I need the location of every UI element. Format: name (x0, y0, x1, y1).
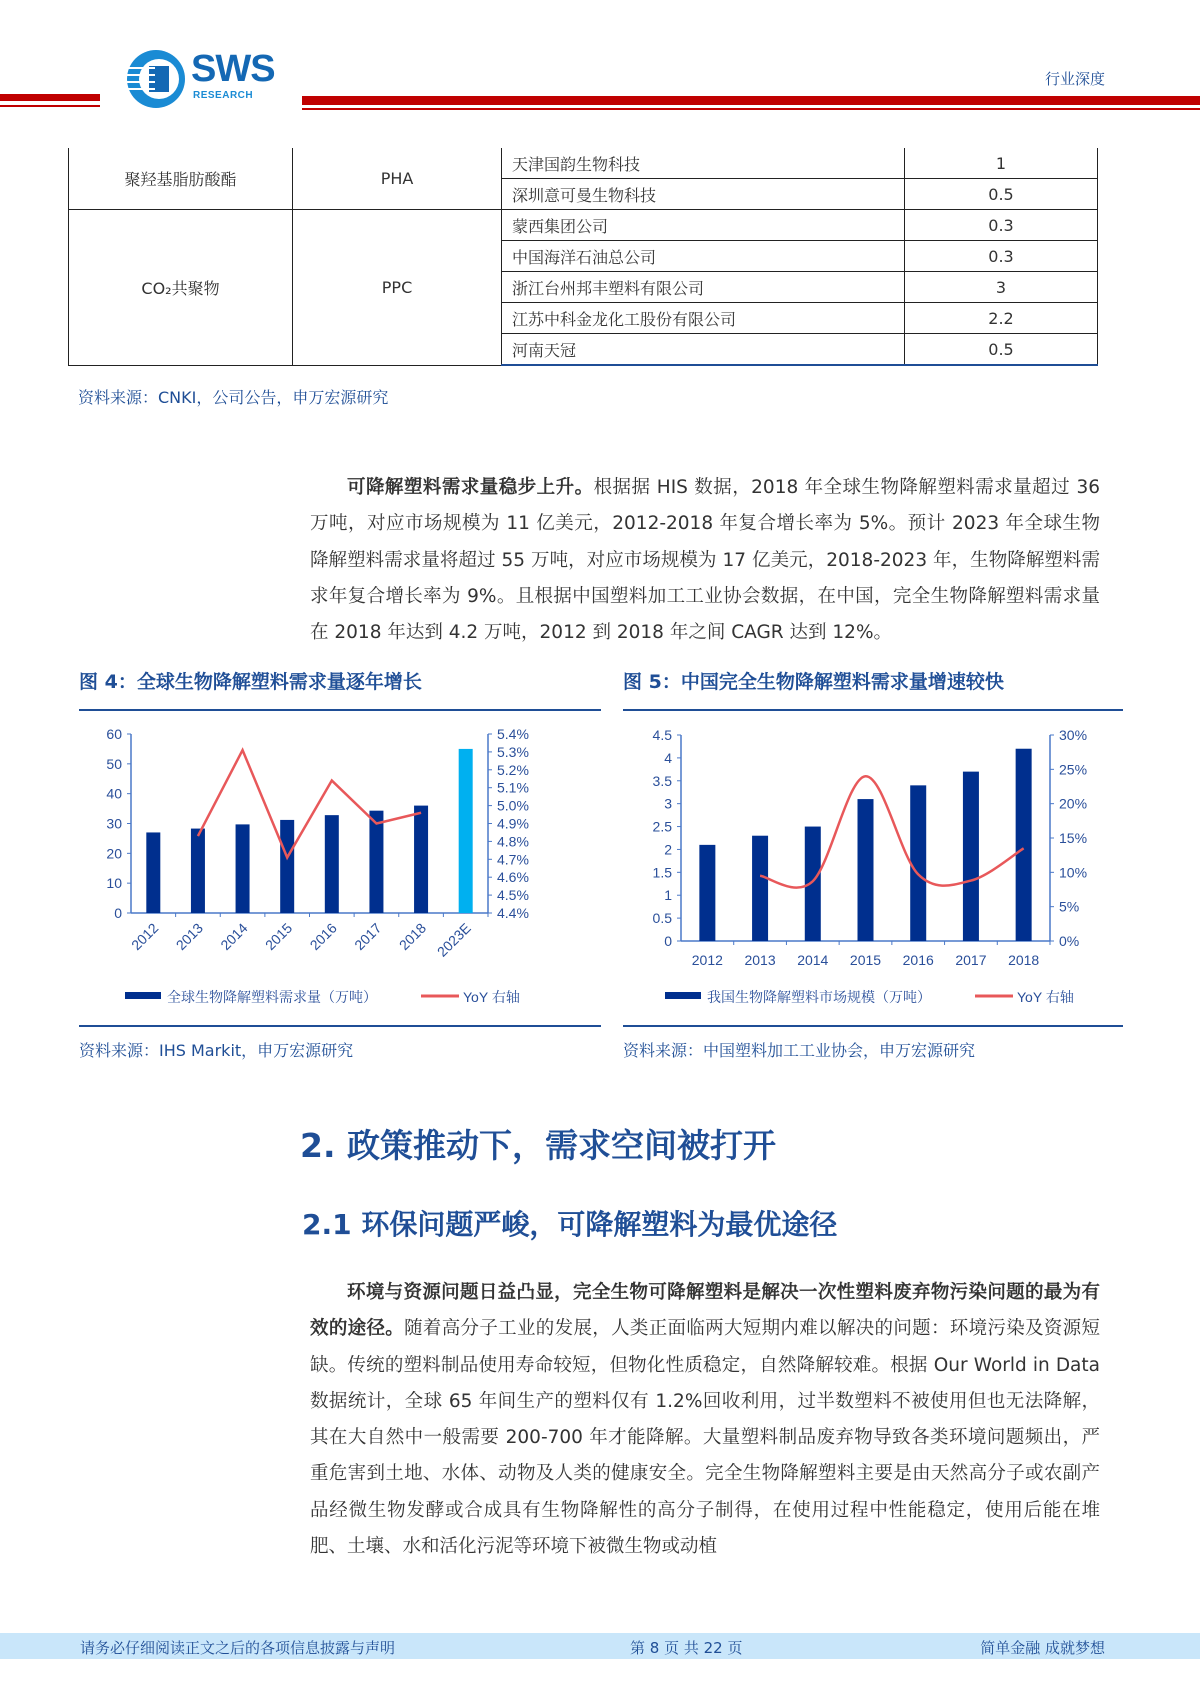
capacity-cell: 1 (905, 148, 1098, 179)
y2-tick-label: 25% (1059, 761, 1088, 778)
y2-tick-label: 15% (1059, 830, 1088, 846)
figure-4-bottom-rule (79, 1025, 601, 1027)
x-tick-label: 2013 (172, 919, 207, 954)
y2-tick-label: 4.8% (497, 833, 529, 850)
y2-tick-label: 10% (1059, 864, 1088, 881)
paragraph-body: 根据据 HIS 数据，2018 年全球生物降解塑料需求量超过 36 万吨，对应市场规模为 11 亿美元，2012-2018 年复合增长率为 5%。预计 2023 年全球生物降解塑料需求量将超过 55 万吨，对应市场规模为 17 亿美元，2018-2023 年，生物降解塑料需求年复合增长率为 9%。且根据中国塑料加工工业协会数据，在中国，完全生物降解塑料需求量在 2018 年达到 4.2 万吨，2012 到 2018 年之间 CAGR 达到 12%。 (310, 477, 1100, 644)
x-tick-label: 2017 (955, 952, 987, 968)
document-type: 行业深度 (1044, 70, 1105, 88)
y-tick-label: 40 (106, 785, 122, 802)
category-cell: 聚羟基脂肪酸酯 (69, 148, 293, 210)
legend-bar-swatch (665, 992, 701, 999)
y-tick-label: 2 (664, 841, 672, 858)
legend-line-label: YoY 右轴 (1017, 989, 1074, 1005)
footer-slogan: 简单金融 成就梦想 (980, 1639, 1105, 1657)
figure-4-source: 资料来源：IHS Markit，申万宏源研究 (79, 1041, 354, 1060)
bar (805, 827, 821, 941)
paragraph-lead: 可降解塑料需求量稳步上升。 (347, 477, 594, 498)
yoy-line (760, 776, 1024, 887)
y-tick-label: 3 (664, 795, 672, 812)
page-number: 第 8 页 共 22 页 (630, 1639, 743, 1657)
bar (910, 785, 926, 941)
legend-line-label: YoY 右轴 (463, 989, 520, 1005)
y2-tick-label: 4.6% (497, 869, 529, 886)
x-tick-label: 2014 (797, 952, 829, 968)
y2-tick-label: 4.7% (497, 851, 529, 868)
footer-disclaimer: 请务必仔细阅读正文之后的各项信息披露与声明 (80, 1639, 396, 1657)
y2-tick-label: 5.0% (497, 797, 529, 814)
y2-tick-label: 5.2% (497, 761, 529, 778)
section-heading: 2. 政策推动下，需求空间被打开 (300, 1126, 776, 1165)
x-tick-label: 2018 (1008, 952, 1040, 968)
x-tick-label: 2014 (217, 919, 251, 954)
page-footer (0, 1633, 1200, 1659)
paragraph-body: 随着高分子工业的发展，人类正面临两大短期内难以解决的问题：环境污染及资源短缺。传统的塑料制品使用寿命较短，但物化性质稳定，自然降解较难。根据 Our World in Data 数据统计，全球 65 年间生产的塑料仅有 1.2%回收利用，过半数塑料不被使用但也无法降解，其在大自然中一般需要 200-700 年才能降解。大量塑料制品废弃物导致各类环境问题频出，严重危害到土地、水体、动物及人类的健康安全。完全生物降解塑料主要是由天然高分子或农副产品经微生物发酵或合成具有生物降解性的高分子制得，在使用过程中性能稳定，使用后能在堆肥、土壤、水和活化污泥等环境下被微生物或动植 (310, 1318, 1100, 1558)
figure-5-title: 图 5：中国完全生物降解塑料需求量增速较快 (623, 671, 1004, 693)
bar (1016, 749, 1032, 941)
y-tick-label: 1 (664, 887, 672, 904)
bar (699, 845, 715, 941)
y-tick-label: 0 (664, 933, 672, 949)
y-tick-label: 1.5 (652, 864, 672, 881)
x-tick-label: 2012 (691, 952, 723, 968)
x-tick-label: 2018 (395, 919, 430, 954)
x-tick-label: 2016 (306, 919, 340, 954)
abbr-cell: PHA (293, 148, 502, 210)
x-tick-label: 2015 (849, 952, 882, 968)
x-tick-label: 2013 (744, 952, 776, 968)
figure-5-source: 资料来源：中国塑料加工工业协会，申万宏源研究 (623, 1041, 976, 1060)
capacity-cell: 0.3 (905, 241, 1098, 272)
x-tick-label: 2017 (351, 919, 385, 954)
y2-tick-label: 0% (1059, 933, 1080, 949)
category-cell: CO₂共聚物 (69, 210, 293, 366)
subsection-heading: 2.1 环保问题严峻，可降解塑料为最优途径 (302, 1208, 838, 1241)
y2-tick-label: 5.4% (497, 726, 529, 742)
y-tick-label: 60 (106, 726, 122, 742)
company-cell: 天津国韵生物科技 (502, 148, 905, 179)
company-cell: 河南天冠 (502, 334, 905, 366)
legend-bar-label: 我国生物降解塑料市场规模（万吨） (707, 989, 931, 1005)
y2-tick-label: 5.1% (497, 779, 529, 796)
figure-4-title: 图 4：全球生物降解塑料需求量逐年增长 (79, 671, 422, 693)
capacity-cell: 0.3 (905, 210, 1098, 241)
x-tick-label: 2015 (261, 919, 296, 954)
abbr-cell: PPC (293, 210, 502, 366)
x-tick-label: 2012 (128, 919, 162, 954)
paragraph-environment (310, 1275, 1100, 1565)
x-tick-label: 2016 (902, 952, 934, 968)
y2-tick-label: 5% (1059, 898, 1080, 915)
capacity-cell: 3 (905, 272, 1098, 303)
company-cell: 浙江台州邦丰塑料有限公司 (502, 272, 905, 303)
y-tick-label: 20 (106, 845, 122, 862)
y-tick-label: 4.5 (652, 727, 672, 743)
y-tick-label: 3.5 (652, 772, 672, 789)
y-tick-label: 0.5 (652, 910, 672, 927)
logo-text: SWS (191, 48, 275, 90)
company-cell: 深圳意可曼生物科技 (502, 179, 905, 210)
bar (858, 799, 874, 941)
y2-tick-label: 5.3% (497, 743, 529, 760)
y2-tick-label: 20% (1059, 795, 1088, 812)
paragraph-lead: 环境与资源问题日益凸显，完全生物可降解塑料是解决一次性塑料废弃物污染问题的最为有效的途径。 (310, 1282, 1100, 1340)
y-tick-label: 2.5 (652, 818, 672, 835)
x-tick-label: 2023E (433, 919, 474, 960)
capacity-cell: 2.2 (905, 303, 1098, 334)
y2-tick-label: 30% (1059, 727, 1088, 743)
logo-subtext: RESEARCH (193, 90, 254, 101)
y-tick-label: 50 (106, 755, 122, 772)
y-tick-label: 10 (106, 875, 122, 892)
figure-5-bottom-rule (623, 1025, 1123, 1027)
legend-bar-label: 全球生物降解塑料需求量（万吨） (167, 989, 377, 1005)
capacity-cell: 0.5 (905, 334, 1098, 366)
bar (963, 772, 979, 941)
y-tick-label: 30 (106, 815, 122, 832)
capacity-cell: 0.5 (905, 179, 1098, 210)
y2-tick-label: 4.5% (497, 887, 529, 904)
y2-tick-label: 4.9% (497, 815, 529, 832)
y-tick-label: 0 (114, 905, 122, 921)
y-tick-label: 4 (664, 749, 672, 766)
company-cell: 蒙西集团公司 (502, 210, 905, 241)
table-source: 资料来源：CNKI，公司公告，申万宏源研究 (78, 388, 389, 407)
company-cell: 中国海洋石油总公司 (502, 241, 905, 272)
y2-tick-label: 4.4% (497, 905, 529, 921)
company-cell: 江苏中科金龙化工股份有限公司 (502, 303, 905, 334)
bar (752, 836, 768, 941)
